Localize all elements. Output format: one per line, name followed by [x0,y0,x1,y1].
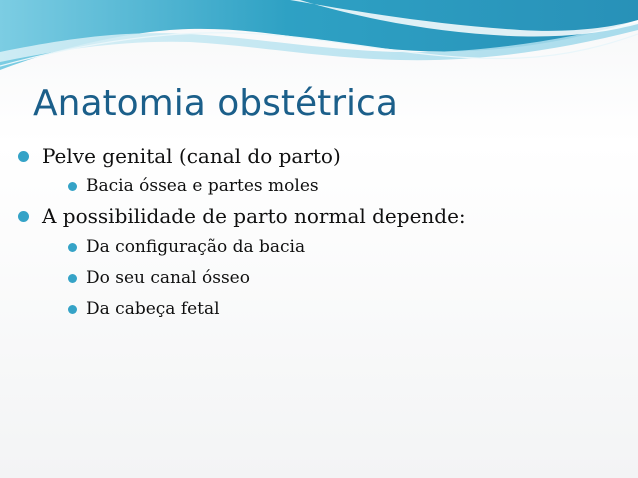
bullet-marker-icon [68,305,77,314]
bullet-marker-icon [18,151,29,162]
bullet-text: Da configuração da bacia [86,237,306,257]
bullet-marker-icon [68,274,77,283]
bullet-text: A possibilidade de parto normal depende: [42,204,466,228]
bullet-item [18,143,341,169]
bullet-text: Bacia óssea e partes moles [86,176,319,196]
bullet-marker-icon [18,211,29,222]
bullet-item [68,175,319,197]
bullet-marker-icon [68,243,77,252]
bullet-item [68,298,220,320]
bullet-text: Do seu canal ósseo [86,268,250,288]
slide-title: Anatomia obstétrica [33,83,398,124]
bullet-text: Da cabeça fetal [86,299,220,319]
bullet-item [68,267,250,289]
bullet-item [18,203,466,229]
header-wave-decoration [0,0,638,80]
bullet-item [68,236,305,258]
bullet-marker-icon [68,182,77,191]
bullet-text: Pelve genital (canal do parto) [42,144,341,168]
